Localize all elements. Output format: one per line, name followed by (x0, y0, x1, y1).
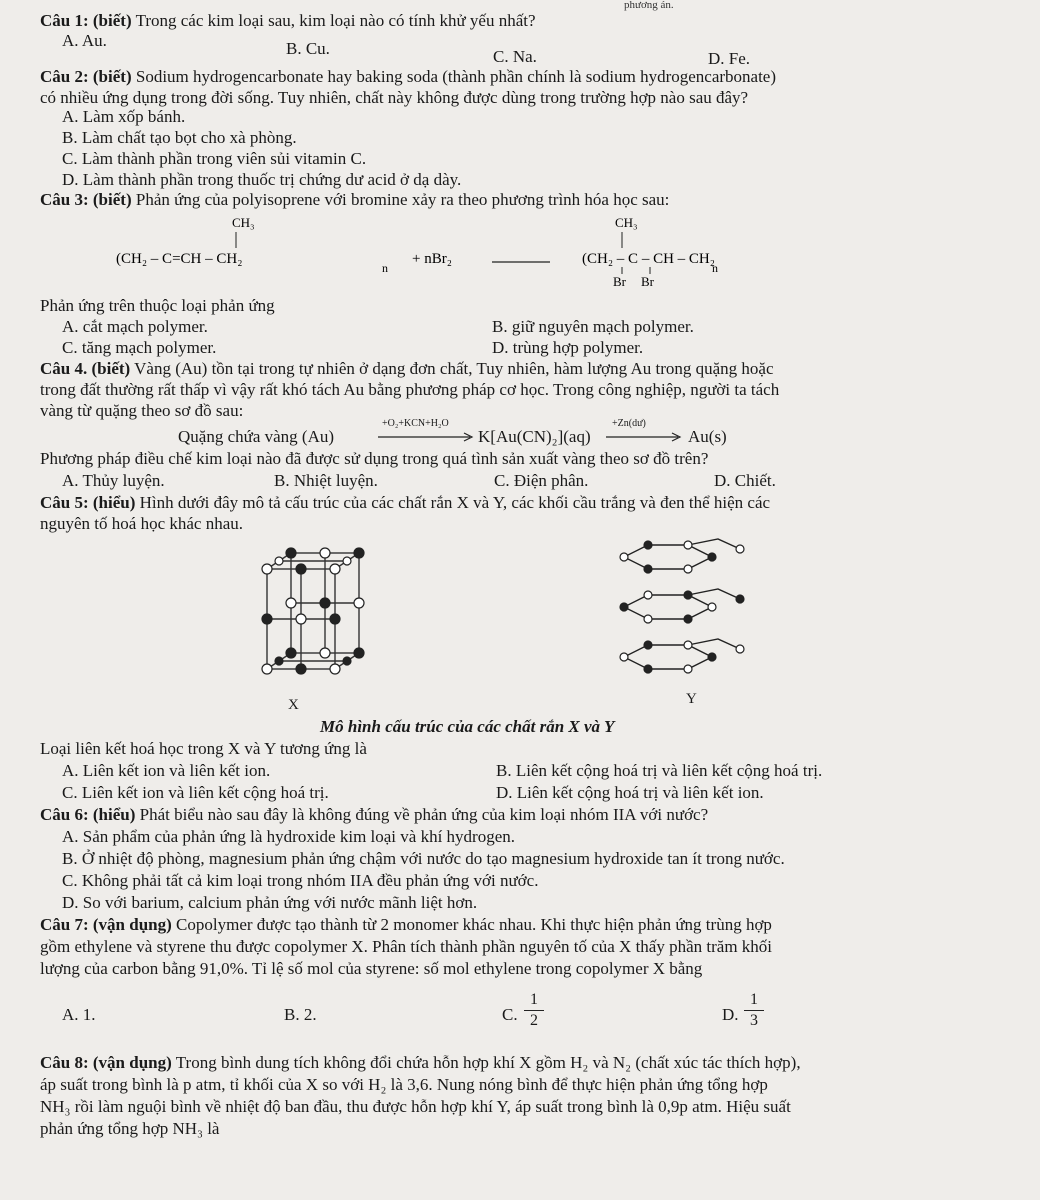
eq-n-left: n (382, 261, 388, 275)
q2-label: Câu 2: (biết) (40, 67, 132, 86)
q6-option-d[interactable]: D. So với barium, calcium phản ứng với nước mãnh liệt hơn. (62, 893, 478, 912)
q7-line1: Copolymer được tạo thành từ 2 monomer khác nhau. Khi thực hiện phản ứng trùng hợp (176, 915, 772, 934)
q1-option-a[interactable]: A. Au. (62, 31, 107, 50)
q6-stem (40, 804, 708, 826)
q8-line4: phản ứng tổng hợp NH₃ là (40, 1119, 220, 1138)
q4-line1: Vàng (Au) tồn tại trong tự nhiên ở dạng đơn chất, Tuy nhiên, hàm lượng Au trong quặng hoặc (134, 359, 774, 378)
q6-option-a[interactable]: A. Sản phẩm của phản ứng là hydroxide kim loại và khí hydrogen. (62, 827, 516, 846)
eq-br2: Br (641, 274, 654, 289)
q3-label: Câu 3: (biết) (40, 190, 132, 209)
scheme-arrow2 (604, 430, 684, 444)
q2-option-a[interactable]: A. Làm xốp bánh. (62, 107, 186, 126)
q7-line2: gồm ethylene và styrene thu được copolymer X. Phân tích thành phần nguyên tố của X thấy phần trăm khối (40, 937, 773, 956)
q4-line3: vàng từ quặng theo sơ đồ sau: (40, 401, 244, 420)
q2-option-b[interactable]: B. Làm chất tạo bọt cho xà phòng. (62, 128, 297, 147)
q5-option-a[interactable]: A. Liên kết ion và liên kết ion. (62, 761, 271, 780)
q2-option-c[interactable]: C. Làm thành phần trong viên sủi vitamin C. (62, 149, 367, 168)
q6-label: Câu 6: (hiểu) (40, 805, 136, 824)
q4-line2: trong đất thường rất thấp vì vậy rất khó tách Au bằng phương pháp cơ học. Trong công nghiệp, người ta tách (40, 380, 780, 399)
q1-text: Trong các kim loại sau, kim loại nào có tính khử yếu nhất? (135, 11, 536, 30)
q5-option-d[interactable]: D. Liên kết cộng hoá trị và liên kết ion. (496, 783, 764, 802)
structure-x-label: X (288, 697, 299, 713)
q4-label: Câu 4. (biết) (40, 359, 131, 378)
q4-scheme (0, 420, 1040, 446)
q1-label: Câu 1: (biết) (40, 11, 132, 30)
q7-stem-line1 (40, 914, 772, 936)
q5-line2: nguyên tố hoá học khác nhau. (40, 514, 243, 533)
q1-option-d[interactable]: D. Fe. (708, 49, 751, 68)
q8-line3: NH₃ rồi làm nguội bình về nhiệt độ ban đầu, thu được hỗn hợp khí Y, áp suất trong bình là 0,9p atm. Hiệu suất (40, 1097, 791, 1116)
q8-line1: Trong bình dung tích không đổi chứa hỗn hợp khí X gồm H₂ và N₂ (chất xúc tác thích hợp), (175, 1053, 801, 1072)
q3-option-a[interactable]: A. cắt mạch polymer. (62, 317, 208, 336)
header-fragment: phương án. (624, 0, 674, 11)
q8-stem-line1 (40, 1052, 801, 1074)
scheme-arrow1-label: +O₂+KCN+H₂O (382, 418, 449, 429)
q1-option-b[interactable]: B. Cu. (286, 39, 330, 58)
q5-caption: Mô hình cấu trúc của các chất rắn X và Y (320, 717, 615, 736)
eq-br1: Br (613, 274, 626, 289)
q2-stem-line1 (40, 66, 776, 88)
eq-ch3-left: CH₃ (232, 215, 255, 230)
q7-frac-d-den: 3 (744, 1010, 764, 1031)
scheme-start: Quặng chứa vàng (Au) (178, 427, 335, 446)
structure-x-figure (255, 545, 375, 685)
q2-line1: Sodium hydrogencarbonate hay baking soda (thành phần chính là sodium hydrogencarbonate) (135, 67, 777, 86)
q7-option-b[interactable]: B. 2. (284, 1005, 317, 1024)
scheme-arrow1 (376, 430, 476, 444)
q4-stem2: Phương pháp điều chế kim loại nào đã được sử dụng trong quá tình sản xuất vàng theo sơ đồ trên? (40, 449, 709, 468)
q4-option-d[interactable]: D. Chiết. (714, 471, 776, 490)
q3-equation (0, 210, 1040, 290)
scheme-arrow2-label: +Zn(dư) (612, 418, 646, 429)
q4-stem-line1 (40, 358, 774, 380)
q6-option-c[interactable]: C. Không phải tất cả kim loại trong nhóm IIA đều phản ứng với nước. (62, 871, 539, 890)
q6-text: Phát biểu nào sau đây là không đúng về phản ứng của kim loại nhóm IIA với nước? (139, 805, 709, 824)
q7-frac-c-num: 1 (530, 991, 538, 1008)
eq-n-right: n (712, 261, 718, 275)
q4-option-b[interactable]: B. Nhiệt luyện. (274, 471, 378, 490)
scheme-end: Au(s) (688, 427, 727, 446)
q8-label: Câu 8: (vận dụng) (40, 1053, 172, 1072)
q4-option-a[interactable]: A. Thủy luyện. (62, 471, 165, 490)
q3-option-b[interactable]: B. giữ nguyên mạch polymer. (492, 317, 694, 336)
q7-option-a[interactable]: A. 1. (62, 1005, 96, 1024)
structure-y-label: Y (686, 691, 697, 707)
scheme-mid: K[Au(CN)₂](aq) (478, 427, 591, 446)
q3-stem2: Phản ứng trên thuộc loại phản ứng (40, 296, 275, 315)
q1-option-c[interactable]: C. Na. (493, 47, 537, 66)
q5-line1: Hình dưới đây mô tả cấu trúc của các chất rắn X và Y, các khối cầu trắng và đen thể hiện các (139, 493, 771, 512)
q2-option-d[interactable]: D. Làm thành phần trong thuốc trị chứng dư acid ở dạ dày. (62, 170, 462, 189)
q7-label: Câu 7: (vận dụng) (40, 915, 172, 934)
q4-option-c[interactable]: C. Điện phân. (494, 471, 589, 490)
eq-reagent: + nBr₂ (412, 251, 452, 267)
q3-option-c[interactable]: C. tăng mạch polymer. (62, 338, 217, 357)
q3-option-d[interactable]: D. trùng hợp polymer. (492, 338, 644, 357)
q7-line3: lượng của carbon bằng 91,0%. Tỉ lệ số mol của styrene: số mol ethylene trong copolymer X bằng (40, 959, 703, 978)
q2-line2: có nhiều ứng dụng trong đời sống. Tuy nhiên, chất này không được dùng trong trường hợp nào sau đây? (40, 88, 749, 107)
structure-y-figure (610, 535, 750, 685)
q7-fraction-c (524, 990, 544, 1031)
q7-option-c[interactable]: C. (502, 1005, 518, 1024)
eq-left: (CH₂ – C=CH – CH₂ (116, 251, 243, 267)
q3-stem (40, 189, 669, 211)
q5-stem-line1 (40, 492, 770, 514)
q3-text: Phản ứng của polyisoprene với bromine xảy ra theo phương trình hóa học sau: (135, 190, 670, 209)
q5-option-c[interactable]: C. Liên kết ion và liên kết cộng hoá trị. (62, 783, 329, 802)
q7-fraction-d (744, 990, 764, 1031)
q6-option-b[interactable]: B. Ở nhiệt độ phòng, magnesium phản ứng chậm với nước do tạo magnesium hydroxide tan ít trong nước. (62, 849, 785, 868)
q5-label: Câu 5: (hiểu) (40, 493, 136, 512)
q8-line2: áp suất trong bình là p atm, tỉ khối của X so với H₂ là 3,6. Nung nóng bình để thực hiện phản ứng tổng hợp (40, 1075, 768, 1094)
eq-right: (CH₂ – C – CH – CH₂ (582, 251, 715, 267)
q5-stem2: Loại liên kết hoá học trong X và Y tương ứng là (40, 739, 367, 758)
q1-stem (40, 10, 536, 32)
q7-frac-d-num: 1 (750, 991, 758, 1008)
q7-option-d[interactable]: D. (722, 1005, 739, 1024)
eq-ch3-right: CH₃ (615, 215, 638, 230)
q5-option-b[interactable]: B. Liên kết cộng hoá trị và liên kết cộng hoá trị. (496, 761, 823, 780)
q7-frac-c-den: 2 (524, 1010, 544, 1031)
